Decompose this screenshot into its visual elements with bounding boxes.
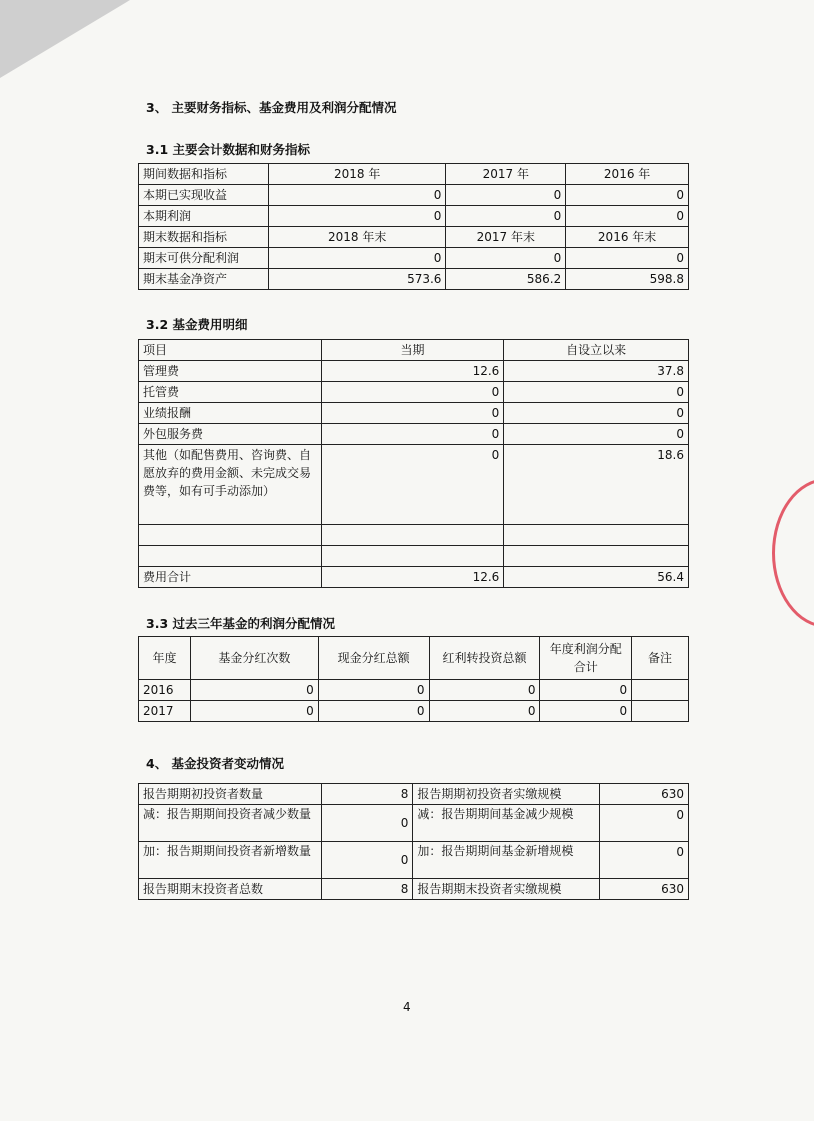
red-seal-stamp: [772, 478, 814, 628]
table-cell: 0: [268, 206, 446, 227]
table-cell: [632, 701, 689, 722]
table-row: [139, 842, 689, 879]
table-cell: 托管费: [139, 382, 322, 403]
table-cell: 18.6: [504, 445, 689, 525]
table-row: [139, 805, 689, 842]
table-cell: 业绩报酬: [139, 403, 322, 424]
table-row: [139, 879, 689, 900]
investor-change-table: [138, 783, 689, 900]
table-cell: 8: [321, 784, 413, 805]
table-cell: 630: [600, 879, 689, 900]
table-cell: 0: [318, 680, 429, 701]
table-cell: [632, 680, 689, 701]
table-cell: 期间数据和指标: [139, 164, 269, 185]
section-3-3-title: 3.3 过去三年基金的利润分配情况: [146, 616, 335, 631]
table-cell: [139, 525, 322, 546]
table-cell: 当期: [321, 340, 504, 361]
section-4-title: 4、 基金投资者变动情况: [146, 756, 285, 771]
table-row: [139, 206, 689, 227]
table-cell: 598.8: [566, 269, 689, 290]
page-number: 4: [403, 1000, 411, 1014]
table-cell: 0: [321, 382, 504, 403]
table-cell: 37.8: [504, 361, 689, 382]
table-cell: 期末基金净资产: [139, 269, 269, 290]
table-cell: 报告期期末投资者实缴规模: [413, 879, 600, 900]
table-cell: 基金分红次数: [190, 637, 318, 680]
table-cell: 减：报告期期间基金减少规模: [413, 805, 600, 842]
table-row: [139, 164, 689, 185]
table-cell: 0: [504, 403, 689, 424]
financial-indicators-table: [138, 163, 689, 290]
table-cell: 0: [318, 701, 429, 722]
table-cell: 0: [600, 842, 689, 879]
table-cell: 自设立以来: [504, 340, 689, 361]
table-cell: 报告期期初投资者实缴规模: [413, 784, 600, 805]
table-row: [139, 525, 689, 546]
table-cell: 0: [190, 680, 318, 701]
table-row: [139, 445, 689, 525]
fund-expense-table: [138, 339, 689, 588]
table-cell: 0: [540, 680, 632, 701]
table-row: [139, 248, 689, 269]
table-cell: 项目: [139, 340, 322, 361]
table-cell: 586.2: [446, 269, 566, 290]
table-cell: 年度利润分配合计: [540, 637, 632, 680]
table-cell: 其他（如配售费用、咨询费、自愿放弃的费用金额、未完成交易费等，如有可手动添加）: [139, 445, 322, 525]
table-cell: 2016 年末: [566, 227, 689, 248]
table-cell: [321, 546, 504, 567]
table-cell: 2016: [139, 680, 191, 701]
table-cell: 0: [566, 206, 689, 227]
table-cell: 573.6: [268, 269, 446, 290]
table-cell: 0: [446, 248, 566, 269]
table-row: [139, 567, 689, 588]
table-cell: 现金分红总额: [318, 637, 429, 680]
table-row: [139, 424, 689, 445]
profit-distribution-table: [138, 636, 689, 722]
table-cell: 红利转投资总额: [429, 637, 540, 680]
table-cell: 0: [429, 680, 540, 701]
table-cell: 0: [321, 445, 504, 525]
table-row: [139, 546, 689, 567]
table-cell: 12.6: [321, 361, 504, 382]
table-cell: 年度: [139, 637, 191, 680]
table-cell: 0: [566, 248, 689, 269]
table-row: [139, 340, 689, 361]
table-cell: 56.4: [504, 567, 689, 588]
table-cell: 0: [429, 701, 540, 722]
table-cell: 0: [321, 424, 504, 445]
table-cell: 2017: [139, 701, 191, 722]
table-cell: 8: [321, 879, 413, 900]
table-cell: 期末数据和指标: [139, 227, 269, 248]
table-cell: 0: [504, 382, 689, 403]
table-cell: 0: [446, 206, 566, 227]
table-cell: 2017 年末: [446, 227, 566, 248]
table-cell: 0: [268, 185, 446, 206]
table-cell: 0: [321, 403, 504, 424]
table-cell: 0: [504, 424, 689, 445]
table-cell: 0: [566, 185, 689, 206]
section-3-1-title: 3.1 主要会计数据和财务指标: [146, 142, 310, 157]
table-cell: 2018 年末: [268, 227, 446, 248]
folded-corner: [0, 0, 130, 78]
table-cell: 630: [600, 784, 689, 805]
table-cell: 2016 年: [566, 164, 689, 185]
table-cell: 2018 年: [268, 164, 446, 185]
table-cell: 0: [268, 248, 446, 269]
section-3-2-title: 3.2 基金费用明细: [146, 317, 248, 332]
table-cell: 管理费: [139, 361, 322, 382]
table-cell: 0: [446, 185, 566, 206]
table-row: [139, 382, 689, 403]
table-cell: 报告期期初投资者数量: [139, 784, 322, 805]
table-row: [139, 227, 689, 248]
table-cell: 本期利润: [139, 206, 269, 227]
table-cell: 2017 年: [446, 164, 566, 185]
table-cell: 12.6: [321, 567, 504, 588]
table-cell: 期末可供分配利润: [139, 248, 269, 269]
table-cell: 0: [600, 805, 689, 842]
table-row: [139, 185, 689, 206]
table-cell: 加：报告期期间基金新增规模: [413, 842, 600, 879]
table-cell: 0: [190, 701, 318, 722]
table-cell: 加：报告期期间投资者新增数量: [139, 842, 322, 879]
table-cell: [504, 525, 689, 546]
table-cell: [139, 546, 322, 567]
table-cell: 0: [321, 805, 413, 842]
table-row: [139, 361, 689, 382]
table-row: [139, 637, 689, 680]
table-cell: 报告期期末投资者总数: [139, 879, 322, 900]
section-3-title: 3、 主要财务指标、基金费用及利润分配情况: [146, 100, 397, 115]
table-cell: 外包服务费: [139, 424, 322, 445]
table-row: [139, 701, 689, 722]
table-cell: 0: [540, 701, 632, 722]
table-cell: 0: [321, 842, 413, 879]
table-cell: 本期已实现收益: [139, 185, 269, 206]
table-row: [139, 403, 689, 424]
table-cell: 费用合计: [139, 567, 322, 588]
table-row: [139, 269, 689, 290]
table-cell: 减：报告期期间投资者减少数量: [139, 805, 322, 842]
table-cell: [504, 546, 689, 567]
table-cell: 备注: [632, 637, 689, 680]
table-cell: [321, 525, 504, 546]
table-row: [139, 680, 689, 701]
table-row: [139, 784, 689, 805]
